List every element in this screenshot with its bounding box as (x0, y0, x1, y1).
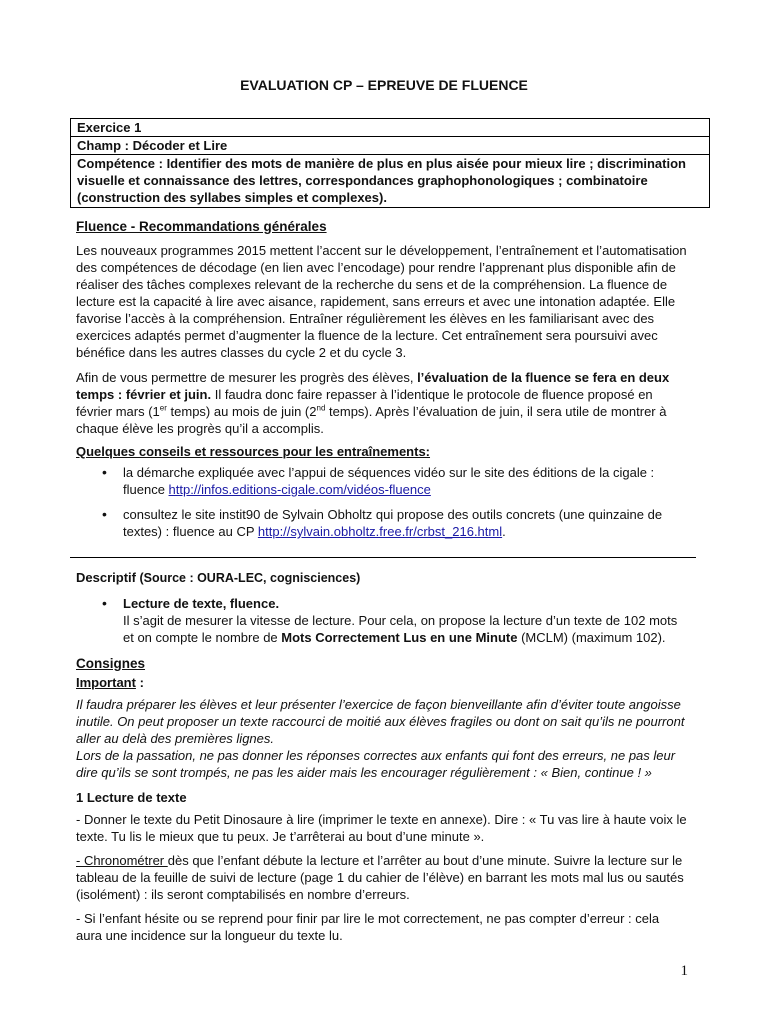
obholtz-link[interactable]: http://sylvain.obholtz.free.fr/crbst_216.html (257, 524, 503, 539)
important-text: Il faudra préparer les élèves et leur présenter l’exercice de façon bienveillante afin d’éviter toute angoisse inutile. On peut proposer un texte raccourci de moitié aux élèves fragiles ou dont on sait qu’ils ne pourront aller au delà des premières lignes. (76, 697, 685, 746)
lecture-heading: 1 Lecture de texte (76, 790, 187, 805)
exercise-label: Exercice 1 (71, 119, 709, 137)
page-title: EVALUATION CP – EPREUVE DE FLUENCE (240, 77, 528, 93)
cigale-link[interactable]: http://infos.editions-cigale.com/vidéos-fluence (168, 482, 431, 497)
bullet-icon: • (102, 506, 107, 522)
lecture-paragraph-3: - Si l’enfant hésite ou se reprend pour finir par lire le mot correctement, ne pas compter d’erreur : cela aura une incidence sur la longueur du texte lu. (76, 911, 660, 943)
section-divider (70, 557, 696, 558)
fluence-paragraph-2: Afin de vous permettre de mesurer les progrès des élèves, l’évaluation de la fluence se fera en deux temps : février et juin. Il faudra donc faire repasser à l’identique le protocole de fluence proposé en février mars (1er temps) au mois de juin (2nd temps). Après l’évaluation de juin, il sera utile de montrer à chaque élève les progrès qu’il a accomplis. (76, 370, 670, 436)
conseils-heading: Quelques conseils et ressources pour les entraînements: (76, 444, 431, 459)
list-item: • la démarche expliquée avec l’appui de séquences vidéo sur le site des éditions de la cigale : fluence http://infos.editions-cigale.com/vidéos-fluence (102, 464, 655, 497)
list-item: • consultez le site instit90 de Sylvain Obholtz qui propose des outils concrets (une quinzaine de textes) : fluence au CP http://sylvain.obholtz.free.fr/crbst_216.html. (102, 506, 663, 539)
descriptif-section (76, 569, 688, 944)
bullet-icon: • (102, 595, 107, 611)
fluence-heading: Fluence - Recommandations générales (76, 219, 327, 234)
lecture-paragraph-1: - Donner le texte du Petit Dinosaure à lire (imprimer le texte en annexe). Dire : « Tu vas lire à haute voix le texte. Tu lis le mieux que tu peux. Je t’arrêterai au bout d’une minute ». (76, 812, 687, 844)
fluence-paragraph-1: Les nouveaux programmes 2015 mettent l’accent sur le développement, l’entraînement et l’automatisation des compétences de décodage (en lien avec l’encodage) pour rendre l’apprenant plus disponible afin de réaliser des tâches complexes relevant de la recherche du sens et de la compréhension. La fluence de lecture est la capacité à lire avec aisance, rapidement, sans erreurs et avec une intonation adaptée. Elle favorise l’accès à la compréhension. Entraîner régulièrement les élèves en les familiarisant avec des exercices adaptés permet d’augmenter la fluence de la lecture. Cet entraînement sera poursuivi avec bénéfice dans les autres classes du cycle 2 et du cycle 3. (76, 243, 687, 360)
passation-text: Lors de la passation, ne pas donner les réponses correctes aux enfants qui font des erreurs, ne pas leur dire qu’ils se sont trompés, ne pas les aider mais les encourager régulièrement : « Bien, continue ! » (76, 748, 676, 780)
exercise-box (70, 118, 710, 208)
page-number: 1 (680, 963, 688, 979)
list-item: • Lecture de texte, fluence. Il s’agit de mesurer la vitesse de lecture. Pour cela, on propose la lecture d’un texte de 102 mots et on compte le nombre de Mots Correctement Lus en une Minute (MCLM) (maximum 102). (102, 595, 678, 645)
bullet-icon: • (102, 464, 107, 480)
champ-label: Champ : Décoder et Lire (71, 137, 709, 155)
important-label: Important : (76, 675, 144, 690)
descriptif-heading: Descriptif (Source : OURA-LEC, cognisciences) (76, 570, 361, 585)
fluence-section (76, 218, 688, 540)
competence-text: Compétence : Identifier des mots de manière de plus en plus aisée pour mieux lire ; discrimination visuelle et connaissance des lettres, correspondances graphophonologiques ; combinatoire (construction des syllabes simples et complexes). (77, 156, 686, 205)
consignes-heading: Consignes (76, 656, 146, 671)
lecture-paragraph-2: - Chronométrer dès que l’enfant débute la lecture et l’arrêter au bout d’une minute. Suivre la lecture sur le tableau de la feuille de suivi de lecture (page 1 du cahier de l’élève) en barrant les mots mal lus ou sautés (isolément) : ils seront comptabilisés en nombre d’erreurs. (76, 853, 684, 902)
